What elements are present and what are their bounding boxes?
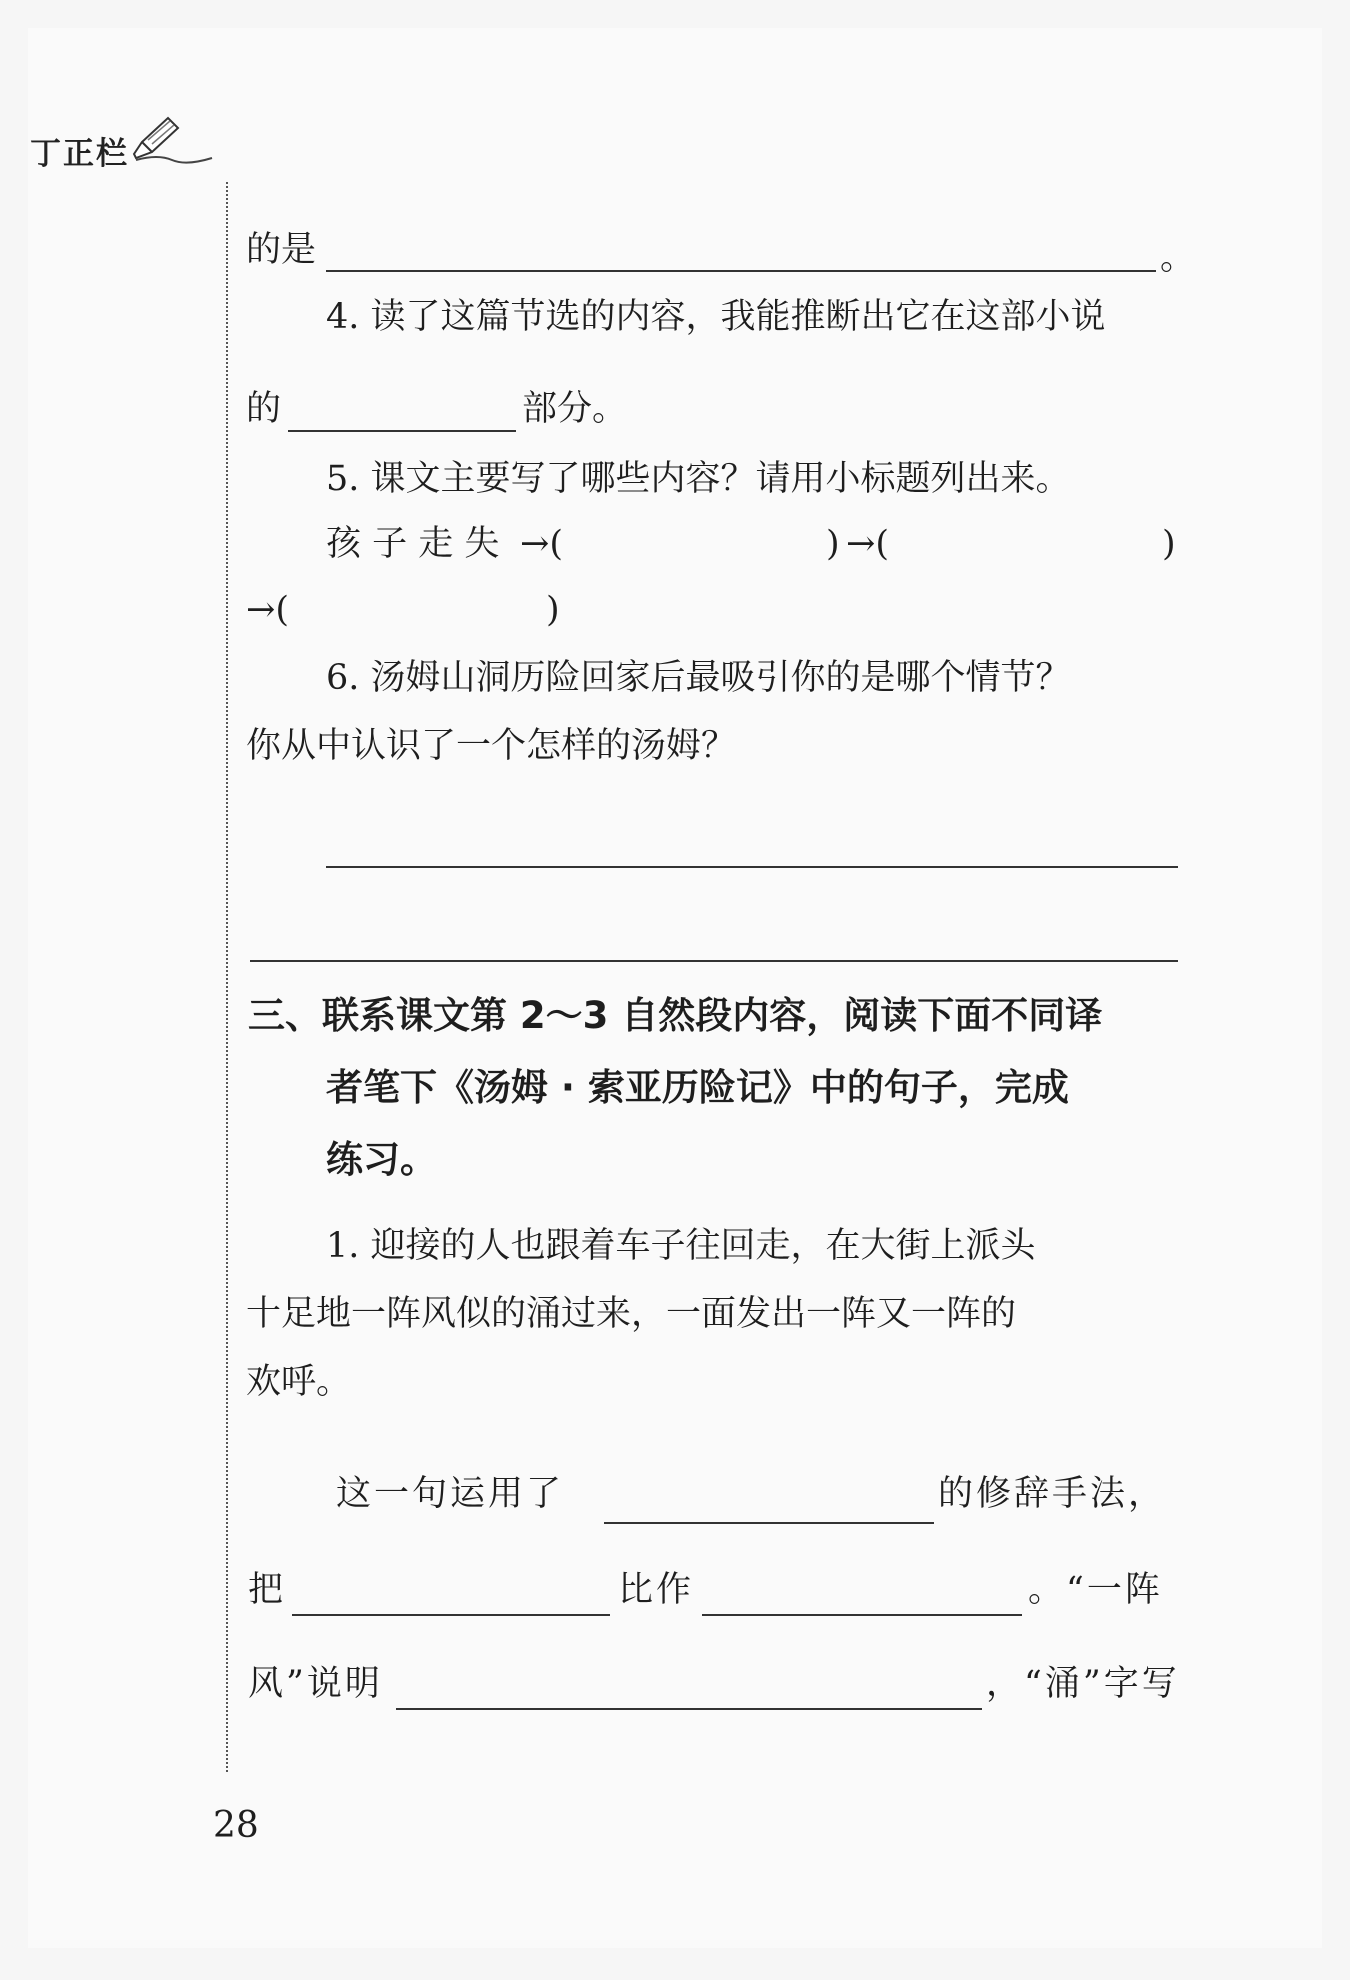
fill-c-prefix: 风”说明 — [248, 1664, 383, 1704]
fill-b-prefix: 把 — [248, 1570, 284, 1610]
fill-a-suffix: 的修辞手法， — [938, 1474, 1167, 1514]
rhetoric-device-blank[interactable] — [604, 1522, 934, 1524]
q6-text-line1: 6. 汤姆山洞历险回家后最吸引你的是哪个情节？ — [326, 658, 1071, 698]
q4-answer-blank[interactable] — [288, 430, 516, 432]
margin-header: 丁正栏 — [30, 136, 129, 172]
pencil-icon — [128, 108, 214, 168]
page-number: 28 — [213, 1805, 259, 1846]
q5-close: ) — [1162, 524, 1176, 564]
s3q1-text-line2: 十足地一阵风似的涌过来，一面发出一阵又一阵的 — [246, 1294, 1017, 1334]
q4-suffix: 部分。 — [522, 389, 628, 429]
q5-arrow-open: →( — [246, 590, 289, 630]
s3q1-text-line3: 欢呼。 — [246, 1362, 352, 1402]
margin-dotted-line — [226, 182, 228, 1772]
compared-object-blank[interactable] — [292, 1614, 610, 1616]
compared-to-blank[interactable] — [702, 1614, 1022, 1616]
fill-a-prefix: 这一句运用了 — [336, 1474, 565, 1514]
q3-tail-prefix: 的是 — [246, 230, 317, 270]
q3-tail-end: 。 — [1160, 238, 1196, 278]
section3-heading-line1: 三、联系课文第 2～3 自然段内容，阅读下面不同译 — [248, 994, 1103, 1037]
fill-c-suffix: ，“涌”字写 — [986, 1664, 1180, 1704]
q6-text-line2: 你从中认识了一个怎样的汤姆？ — [246, 726, 737, 766]
q5-arrow-open: →( — [846, 524, 889, 564]
q5-close: ) — [546, 590, 560, 630]
q5-close: ) — [826, 524, 840, 564]
q5-start: 孩 子 走 失 — [326, 524, 500, 564]
fill-b-suffix: 。“一阵 — [1028, 1570, 1163, 1610]
s3q1-text-line1: 1. 迎接的人也跟着车子往回走，在大街上派头 — [326, 1226, 1036, 1266]
q6-answer-line[interactable] — [250, 960, 1178, 962]
section3-heading-line2: 者笔下《汤姆 · 索亚历险记》中的句子，完成 — [326, 1066, 1069, 1109]
explanation-blank[interactable] — [396, 1708, 982, 1710]
q5-arrow-open: →( — [520, 524, 563, 564]
fill-b-mid: 比作 — [618, 1570, 695, 1610]
section3-heading-line3: 练习。 — [326, 1138, 437, 1181]
q4-prefix: 的 — [246, 389, 282, 429]
q5-text: 5. 课文主要写了哪些内容？请用小标题列出来。 — [326, 459, 1071, 499]
q6-answer-line[interactable] — [326, 866, 1178, 868]
q4-text: 4. 读了这篇节选的内容，我能推断出它在这部小说 — [326, 297, 1106, 337]
q3-answer-blank[interactable] — [326, 270, 1156, 272]
